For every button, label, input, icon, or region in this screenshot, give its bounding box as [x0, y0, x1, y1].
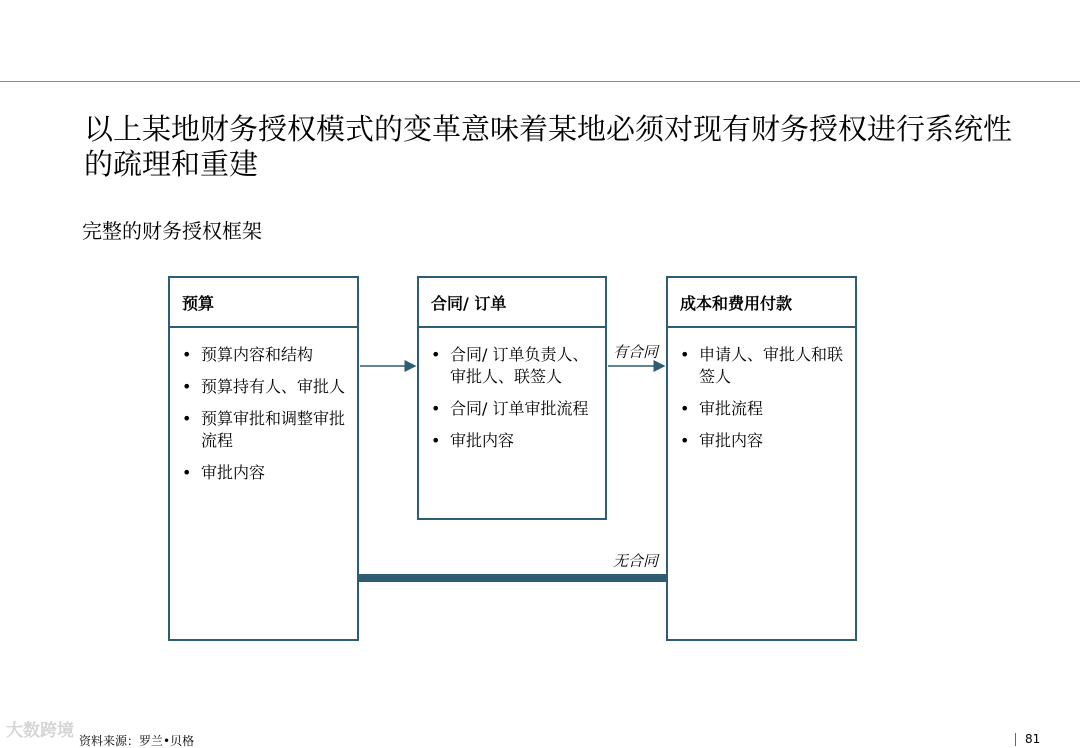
list-item	[182, 462, 347, 484]
list-item-text: 预算持有人、审批人	[201, 377, 346, 396]
list-item-text: 预算审批和调整审批流程	[201, 409, 346, 450]
list-item	[431, 398, 595, 420]
cost-item-list	[668, 328, 855, 452]
list-item	[182, 376, 347, 398]
page-number: 81	[1025, 732, 1041, 746]
without-contract-label: 无合同	[613, 552, 659, 570]
cost-payment-box	[666, 276, 857, 641]
list-item-text: 审批流程	[699, 399, 764, 418]
footer-divider	[1015, 733, 1016, 746]
list-item-text: 申请人、审批人和联签人	[699, 345, 844, 386]
bullet: •	[182, 409, 192, 428]
list-item	[680, 398, 845, 420]
list-item	[680, 430, 845, 452]
list-item	[680, 344, 845, 388]
list-item	[431, 344, 595, 388]
list-item-text: 审批内容	[201, 463, 266, 482]
list-item	[182, 408, 347, 452]
list-item-text: 合同/ 订单负责人、审批人、联签人	[450, 345, 589, 386]
cost-payment-box-header: 成本和费用付款	[668, 278, 855, 328]
bullet: •	[431, 345, 441, 364]
bullet: •	[680, 399, 690, 418]
bullet: •	[182, 377, 192, 396]
contract-box	[417, 276, 607, 520]
bullet: •	[431, 399, 441, 418]
list-item-text: 审批内容	[450, 431, 515, 450]
bullet: •	[431, 431, 441, 450]
bullet: •	[680, 431, 690, 450]
page-subtitle: 完整的财务授权框架	[82, 219, 262, 243]
list-item-text: 审批内容	[699, 431, 764, 450]
budget-box-header: 预算	[170, 278, 357, 328]
list-item	[182, 344, 347, 366]
budget-item-list	[170, 328, 357, 484]
source-note: 资料来源：罗兰•贝格	[79, 734, 195, 748]
thick-connector-budget-to-cost	[359, 574, 667, 582]
contract-item-list	[419, 328, 605, 452]
list-item	[431, 430, 595, 452]
contract-box-header: 合同/ 订单	[419, 278, 605, 328]
bullet: •	[182, 463, 192, 482]
bullet: •	[680, 345, 690, 364]
bullet: •	[182, 345, 192, 364]
with-contract-label: 有合同	[613, 343, 659, 361]
watermark-logo: 大数跨境	[6, 721, 74, 741]
page-title: 以上某地财务授权模式的变革意味着某地必须对现有财务授权进行系统性的疏理和重建	[84, 112, 1013, 181]
list-item-text: 预算内容和结构	[201, 345, 314, 364]
list-item-text: 合同/ 订单审批流程	[450, 399, 589, 418]
budget-box	[168, 276, 359, 641]
